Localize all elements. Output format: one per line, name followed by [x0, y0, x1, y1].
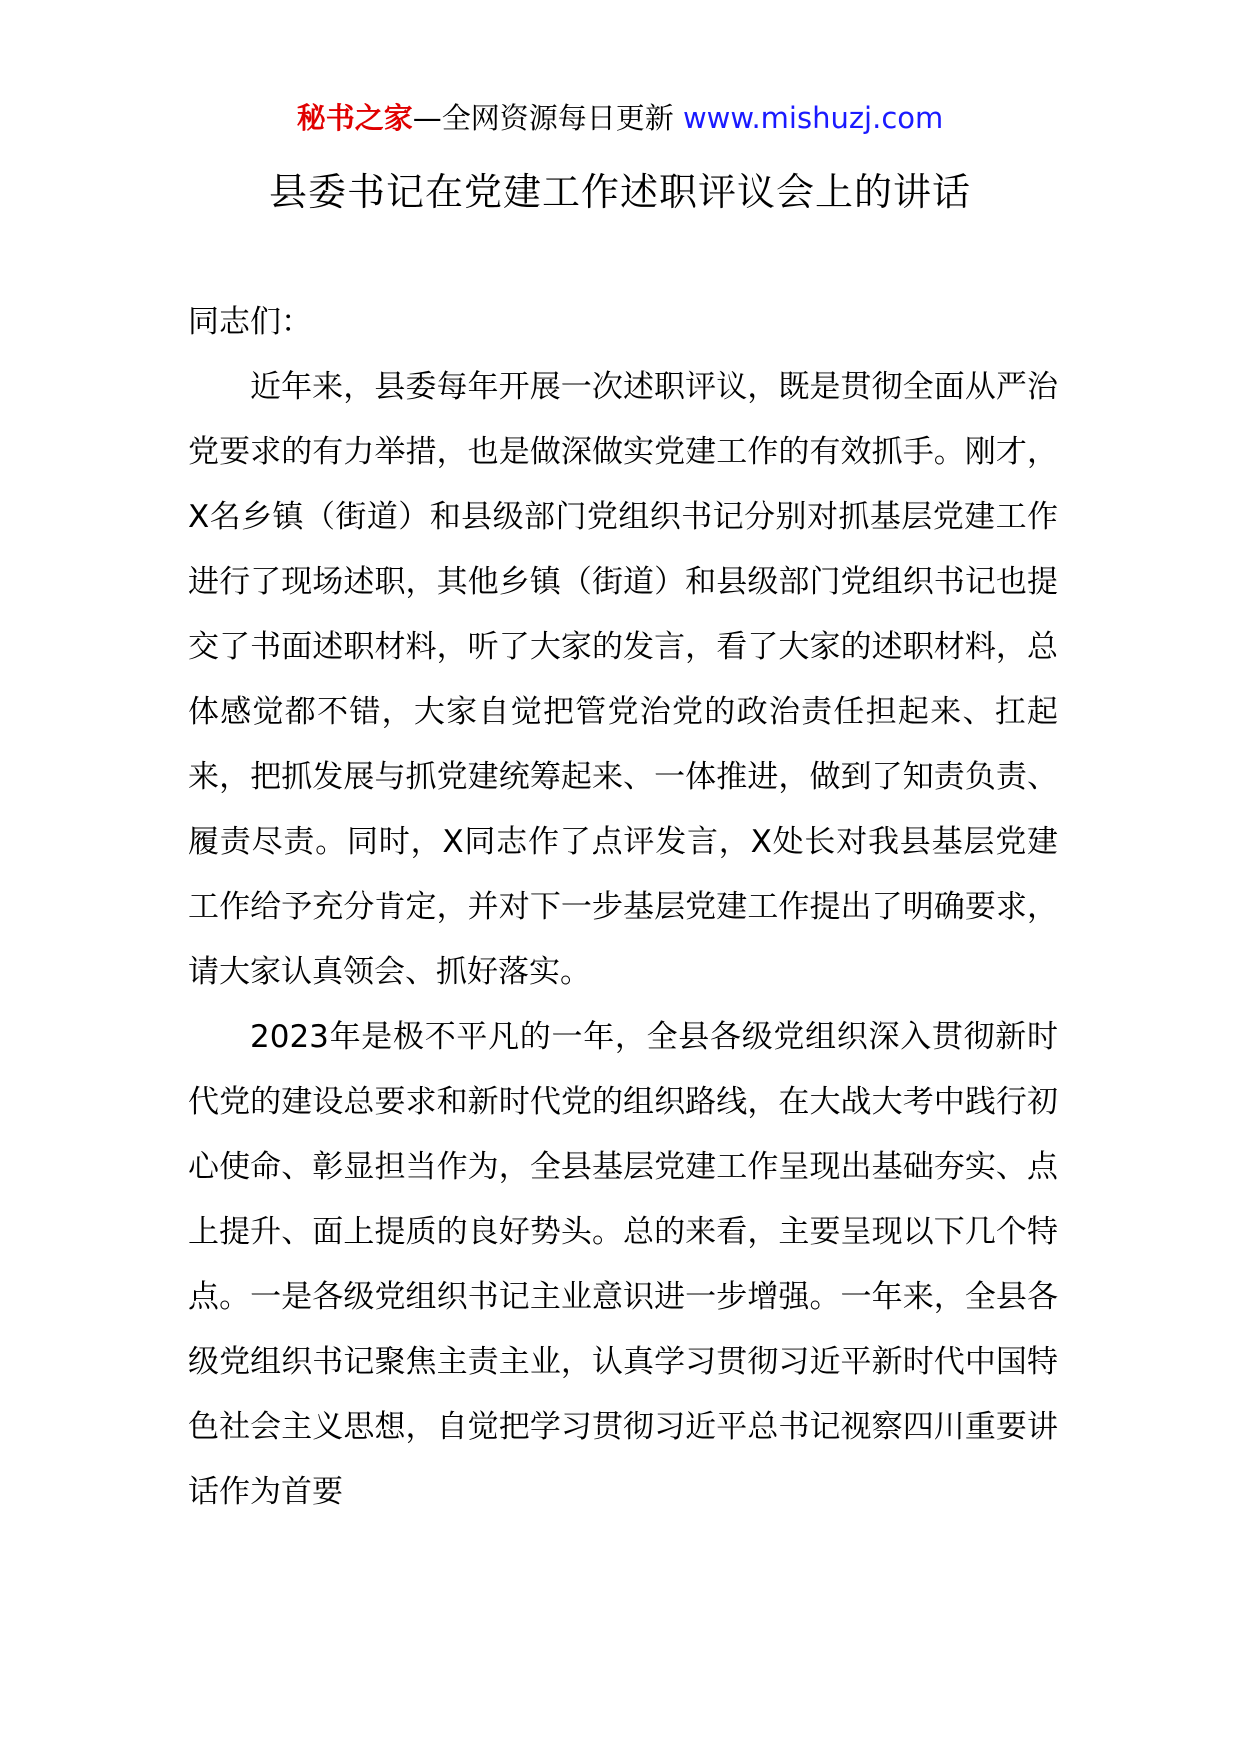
- site-tagline: —全网资源每日更新: [412, 101, 683, 135]
- site-url[interactable]: www.mishuzj.com: [682, 101, 944, 135]
- paragraph: 近年来，县委每年开展一次述职评议，既是贯彻全面从严治党要求的有力举措，也是做深做实党建工作的有效抓手。刚才，X名乡镇（街道）和县级部门党组织书记分别对抓基层党建工作进行了现场述职，其他乡镇（街道）和县级部门党组织书记也提交了书面述职材料，听了大家的发言，看了大家的述职材料，总体感觉都不错，大家自觉把管党治党的政治责任担起来、扛起来，把抓发展与抓党建统筹起来、一体推进，做到了知责负责、履责尽责。同时，X同志作了点评发言，X处长对我县基层党建工作给予充分肯定，并对下一步基层党建工作提出了明确要求，请大家认真领会、抓好落实。: [188, 369, 1058, 990]
- greeting: 同志们：: [188, 304, 312, 340]
- site-header: [0, 98, 1240, 138]
- document-body: [188, 290, 1058, 1525]
- document-title: 县委书记在党建工作述职评议会上的讲话: [268, 170, 971, 214]
- paragraph: 2023年是极不平凡的一年，全县各级党组织深入贯彻新时代党的建设总要求和新时代党的组织路线，在大战大考中践行初心使命、彰显担当作为，全县基层党建工作呈现出基础夯实、点上提升、面上提质的良好势头。总的来看，主要呈现以下几个特点。一是各级党组织书记主业意识进一步增强。一年来，全县各级党组织书记聚焦主责主业，认真学习贯彻习近平新时代中国特色社会主义思想，自觉把学习贯彻习近平总书记视察四川重要讲话作为首要: [188, 1019, 1058, 1510]
- site-brand: 秘书之家: [296, 101, 413, 135]
